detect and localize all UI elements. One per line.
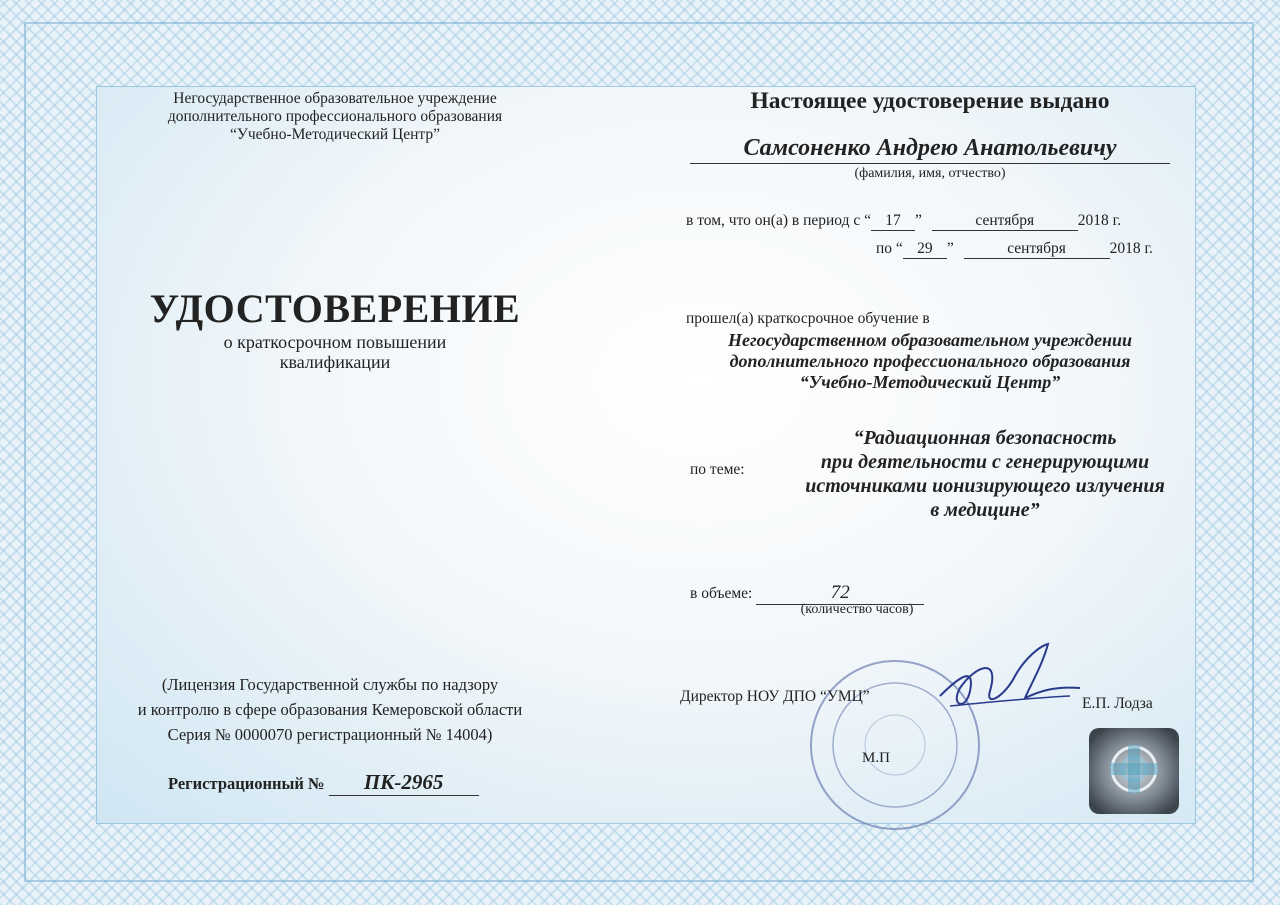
- registration-number: [168, 770, 479, 796]
- course-theme: [760, 426, 1210, 522]
- theme-line-1: “Радиационная безопасность: [853, 427, 1117, 449]
- theme-label: по теме:: [690, 461, 745, 478]
- registration-label: Регистрационный №: [168, 774, 325, 793]
- hologram-sticker-icon: [1088, 727, 1180, 815]
- training-organization: [680, 330, 1180, 393]
- volume-value: 72: [756, 582, 924, 605]
- recipient-name-caption: (фамилия, имя, отчество): [854, 166, 1006, 181]
- period-to: по “ 29 ” сентября 2018 г.: [876, 240, 1153, 257]
- license-line-2: и контролю в сфере образования Кемеровской области: [137, 700, 523, 719]
- training-org-line-2: дополнительного профессионального образования: [729, 351, 1131, 371]
- volume-label: в объеме:: [690, 585, 753, 602]
- registration-value: ПК-2965: [329, 770, 479, 796]
- theme-line-4: в медицине”: [930, 499, 1040, 521]
- issuer-organization: [120, 90, 550, 144]
- director-name: Е.П. Лодза: [1082, 695, 1153, 712]
- issuer-line-3: “Учебно-Методический Центр”: [229, 126, 441, 143]
- certificate-subtitle: [120, 332, 550, 372]
- subtitle-line-1: о краткосрочном повышении: [223, 332, 447, 352]
- theme-line-3: источниками ионизирующего излучения: [805, 475, 1165, 497]
- period-from: в том, что он(а) в период с “ 17 ” сентября 2018 г.: [686, 212, 1122, 229]
- period-prefix: в том, что он(а) в период с: [686, 212, 861, 229]
- seal-place-label: М.П: [862, 750, 890, 766]
- issuer-line-1: Негосударственное образовательное учреждение: [173, 90, 497, 107]
- training-org-line-3: “Учебно-Методический Центр”: [799, 372, 1061, 392]
- certificate-title: УДОСТОВЕРЕНИЕ: [149, 286, 521, 331]
- to-prefix: по: [876, 240, 893, 257]
- issued-heading: Настоящее удостоверение выдано: [750, 88, 1110, 114]
- director-label: Директор НОУ ДПО “УМЦ”: [680, 688, 870, 705]
- to-month: сентября: [964, 240, 1110, 259]
- license-info: [100, 672, 560, 747]
- year-from: 2018 г.: [1077, 212, 1122, 229]
- theme-line-2: при деятельности с генерирующими: [820, 451, 1150, 473]
- subtitle-line-2: квалификации: [279, 352, 391, 372]
- license-line-1: (Лицензия Государственной службы по надзору: [161, 675, 499, 694]
- signature-icon: [930, 636, 1090, 726]
- year-to: 2018 г.: [1109, 240, 1153, 257]
- to-day: 29: [903, 240, 947, 259]
- training-org-line-1: Негосударственном образовательном учреждении: [728, 330, 1132, 350]
- issuer-line-2: дополнительного профессионального образования: [167, 108, 503, 125]
- completed-text: прошел(а) краткосрочное обучение в: [686, 310, 930, 327]
- license-line-3: Серия № 0000070 регистрационный № 14004): [167, 725, 493, 744]
- hours-caption: (количество часов): [800, 602, 914, 617]
- from-day: 17: [871, 212, 915, 231]
- recipient-name: Самсоненко Андрею Анатольевичу: [690, 135, 1170, 164]
- from-month: сентября: [932, 212, 1078, 231]
